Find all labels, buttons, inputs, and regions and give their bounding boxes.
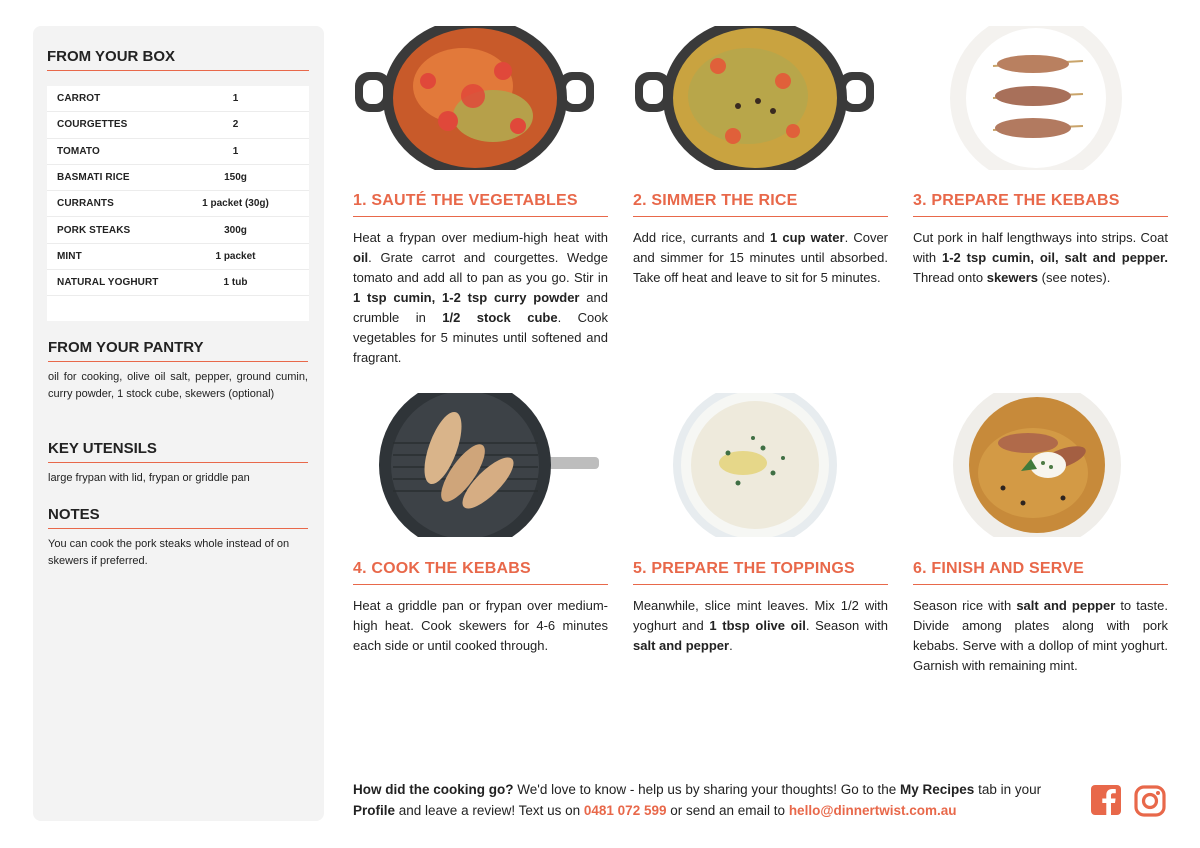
griddle-pan-kebabs-photo <box>353 393 608 537</box>
ingredient-row <box>47 244 309 270</box>
step-4-title: 4. COOK THE KEBABS <box>353 560 608 585</box>
frypan-vegetables-photo <box>353 26 608 170</box>
utensils-text: large frypan with lid, frypan or griddle pan <box>48 472 250 484</box>
bold-ingredient: salt and pepper <box>633 638 730 653</box>
ingredient-qty: 1 packet <box>215 250 256 262</box>
ingredient-qty: 1 packet (30g) <box>202 198 269 210</box>
step-2-body <box>633 228 888 288</box>
step-2-title: 2. SIMMER THE RICE <box>633 192 888 217</box>
instruction-text: Heat a griddle pan or frypan over medium-high heat. Cook skewers for 4-6 minutes each side or until cooked through. <box>353 598 608 653</box>
ingredient-row <box>47 86 309 112</box>
facebook-icon[interactable] <box>1090 784 1124 818</box>
ingredient-qty: 2 <box>232 119 239 131</box>
footer-emphasis: Profile <box>353 803 396 818</box>
instruction-text: . Grate carrot and courgettes. Wedge tomato and add all to pan as you go. Stir in <box>353 250 608 285</box>
instruction-text: and crumble in <box>353 290 608 325</box>
instruction-text: Heat a frypan over medium-high heat with <box>353 230 608 245</box>
ingredient-name: MINT <box>57 250 82 262</box>
step-6-body <box>913 596 1168 676</box>
ingredient-name: BASMATI RICE <box>57 172 130 184</box>
instruction-text: . Cover and simmer for 15 minutes until absorbed. Take off heat and leave to sit for 5 minutes. <box>633 230 889 285</box>
ingredient-qty: 1 tub <box>223 277 248 289</box>
footer-text: tab in your <box>974 782 1042 797</box>
ingredient-name: PORK STEAKS <box>57 224 131 236</box>
mint-yoghurt-bowl-photo <box>633 393 888 537</box>
ingredient-row <box>47 165 309 191</box>
ingredient-qty: 150g <box>224 172 247 184</box>
ingredient-row <box>47 270 309 296</box>
step-1-title: 1. SAUTÉ THE VEGETABLES <box>353 192 608 217</box>
instagram-icon[interactable] <box>1133 784 1167 818</box>
ingredient-row <box>47 112 309 138</box>
instruction-text: to taste. Divide among plates along with pork kebabs. Serve with a dollop of mint yoghurt. Garnish with remaining mint. <box>913 598 1168 673</box>
ingredient-row <box>47 217 309 243</box>
instruction-text: . Cook vegetables for 5 minutes until softened and fragrant. <box>353 310 608 365</box>
instruction-text: . Season with <box>805 618 889 633</box>
ingredient-qty: 1 <box>232 93 239 105</box>
instruction-text: Thread onto <box>913 270 987 285</box>
notes-text: You can cook the pork steaks whole instead of on skewers if preferred. <box>48 538 290 567</box>
step-4-body <box>353 596 608 656</box>
footer-text: or send an email to <box>666 803 789 818</box>
from-box-table <box>47 86 309 321</box>
ingredient-qty: 1 <box>232 145 239 157</box>
feedback-footer <box>353 779 1073 821</box>
plated-dish-photo <box>913 393 1168 537</box>
ingredient-name: COURGETTES <box>57 119 128 131</box>
utensils-heading: KEY UTENSILS <box>48 440 308 463</box>
bold-ingredient: oil <box>353 250 369 265</box>
step-5-title: 5. PREPARE THE TOPPINGS <box>633 560 888 585</box>
instruction-text: Season rice with <box>913 598 1017 613</box>
instruction-text: Add rice, currants and <box>633 230 770 245</box>
footer-emphasis: My Recipes <box>900 782 975 797</box>
step-6-title: 6. FINISH AND SERVE <box>913 560 1168 585</box>
instruction-text: . <box>729 638 733 653</box>
step-3-title: 3. PREPARE THE KEBABS <box>913 192 1168 217</box>
bold-ingredient: 1 tsp cumin, 1-2 tsp curry powder <box>353 290 580 305</box>
ingredient-name: NATURAL YOGHURT <box>57 277 159 289</box>
bold-ingredient: skewers <box>986 270 1039 285</box>
instruction-text: Meanwhile, slice mint leaves. Mix 1/2 with yoghurt and <box>633 598 888 633</box>
bold-ingredient: 1-2 tsp cumin, oil, salt and pepper. <box>942 250 1168 265</box>
notes-heading: NOTES <box>48 506 308 529</box>
ingredients-sidebar <box>33 26 324 821</box>
footer-contact-link[interactable]: hello@dinnertwist.com.au <box>788 803 957 818</box>
ingredient-qty: 300g <box>224 224 247 236</box>
footer-emphasis: How did the cooking go? <box>353 782 514 797</box>
bold-ingredient: 1/2 stock cube <box>442 310 558 325</box>
ingredient-name: CARROT <box>57 93 101 105</box>
pantry-text: oil for cooking, olive oil salt, pepper, ground cumin, curry powder, 1 stock cube, skewers (optional) <box>48 371 308 400</box>
step-5-body <box>633 596 888 656</box>
step-1-body <box>353 228 608 368</box>
bold-ingredient: 1 tbsp olive oil <box>709 618 806 633</box>
ingredient-row <box>47 139 309 165</box>
from-box-heading: FROM YOUR BOX <box>47 48 309 71</box>
bold-ingredient: salt and pepper <box>1016 598 1116 613</box>
footer-text: and leave a review! Text us on <box>395 803 584 818</box>
instruction-text: (see notes). <box>1038 270 1111 285</box>
ingredient-row <box>47 191 309 217</box>
instruction-text: Cut pork in half lengthways into strips. Coat with <box>913 230 1168 265</box>
bold-ingredient: 1 cup water <box>769 230 845 245</box>
step-3-body <box>913 228 1168 288</box>
ingredient-name: CURRANTS <box>57 198 114 210</box>
frypan-rice-photo <box>633 26 888 170</box>
pantry-heading: FROM YOUR PANTRY <box>48 339 308 362</box>
footer-contact-link[interactable]: 0481 072 599 <box>583 803 667 818</box>
pork-skewers-photo <box>913 26 1168 170</box>
ingredient-name: TOMATO <box>57 145 100 157</box>
footer-text: We'd love to know - help us by sharing your thoughts! Go to the <box>513 782 901 797</box>
